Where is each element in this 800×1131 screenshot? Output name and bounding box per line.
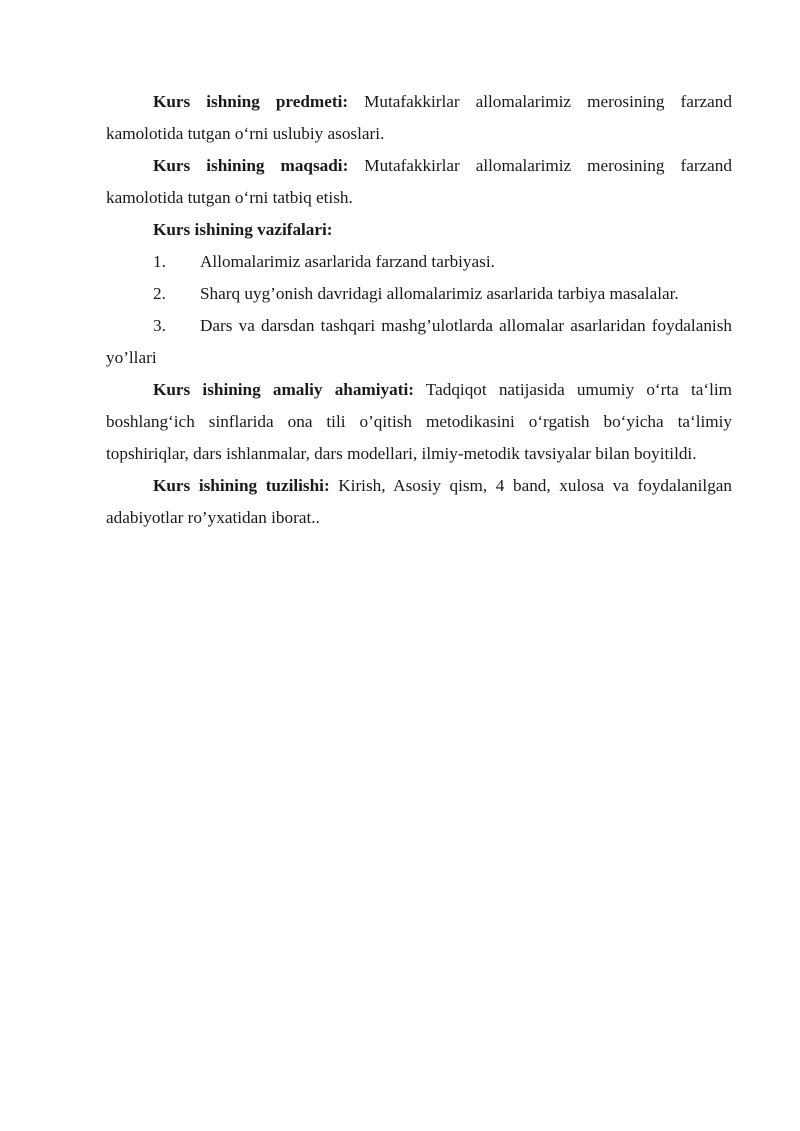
predmeti-text: Mutafakkirlar allomalarimiz merosining farzand kamolotida tutgan o‘rni uslubiy asoslari. bbox=[106, 92, 732, 143]
tuzilishi-label: Kurs ishining tuzilishi: bbox=[153, 476, 330, 495]
paragraph-predmeti bbox=[106, 86, 732, 150]
task-item-2 bbox=[106, 278, 732, 310]
task-text: Sharq uyg’onish davridagi allomalarimiz asarlarida tarbiya masalalar. bbox=[200, 284, 679, 303]
task-item-1 bbox=[106, 246, 732, 278]
vazifalari-label: Kurs ishining vazifalari: bbox=[153, 220, 333, 239]
ahamiyati-label: Kurs ishining amaliy ahamiyati: bbox=[153, 380, 414, 399]
task-text: Allomalarimiz asarlarida farzand tarbiyasi. bbox=[200, 252, 495, 271]
task-number: 1. bbox=[153, 252, 166, 271]
paragraph-vazifalari bbox=[106, 214, 732, 246]
paragraph-tuzilishi bbox=[106, 470, 732, 534]
ahamiyati-text: Tadqiqot natijasida umumiy o‘rta ta‘lim boshlang‘ich sinflarida ona tili o’qitish metodikasini o‘rgatish bo‘yicha ta‘limiy topshiriqlar, dars ishlanmalar, dars modellari, ilmiy-metodik tavsiyalar bilan boyitildi. bbox=[106, 380, 732, 463]
maqsadi-label: Kurs ishining maqsadi: bbox=[153, 156, 349, 175]
paragraph-ahamiyati bbox=[106, 374, 732, 470]
task-text: Dars va darsdan tashqari mashg’ulotlarda allomalar asarlaridan foydalanish yo’llari bbox=[106, 316, 732, 367]
task-item-3 bbox=[106, 310, 732, 374]
document-page bbox=[106, 86, 732, 534]
tuzilishi-text: Kirish, Asosiy qism, 4 band, xulosa va foydalanilgan adabiyotlar ro’yxatidan iborat.. bbox=[106, 476, 733, 527]
task-number: 3. bbox=[153, 316, 166, 335]
maqsadi-text: Mutafakkirlar allomalarimiz merosining farzand kamolotida tutgan o‘rni tatbiq etish. bbox=[106, 156, 732, 207]
paragraph-maqsadi bbox=[106, 150, 732, 214]
predmeti-label: Kurs ishning predmeti: bbox=[153, 92, 349, 111]
task-number: 2. bbox=[153, 284, 166, 303]
